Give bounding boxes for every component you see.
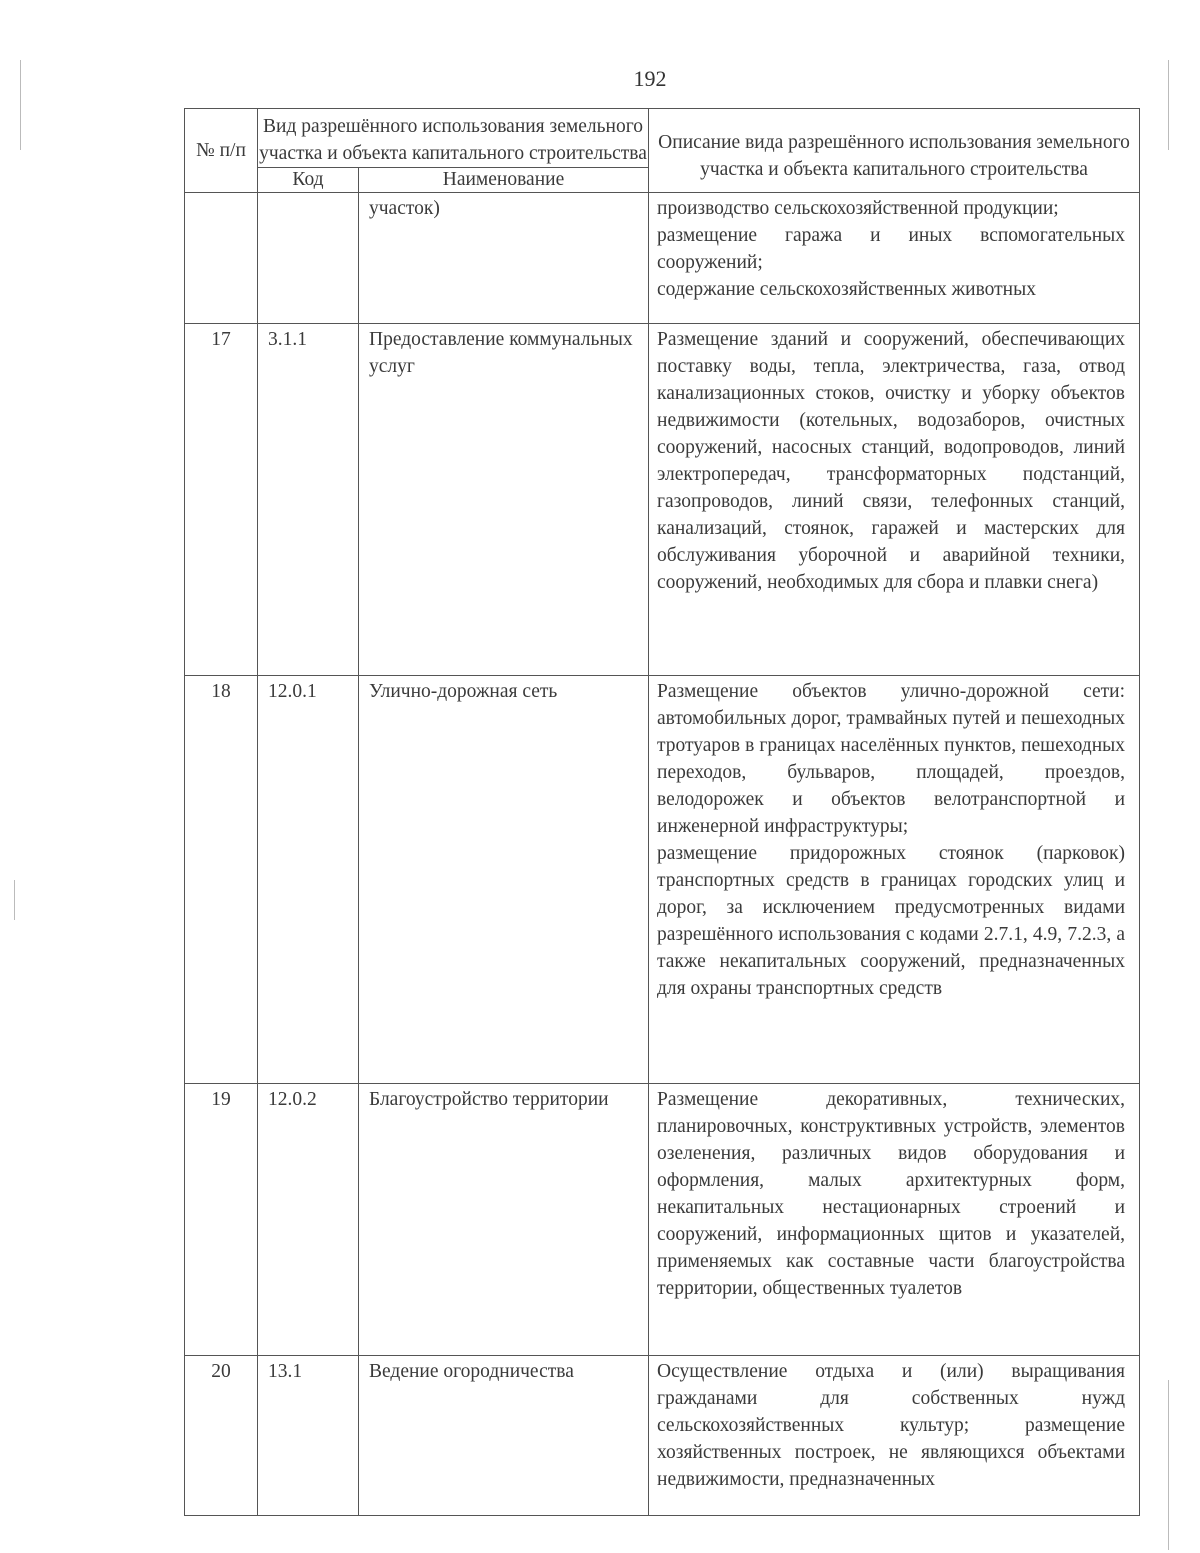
header-description: Описание вида разрешённого использования земельного участка и объекта капитального строительства [649,109,1140,193]
description-paragraph: Размещение декоративных, технических, планировочных, конструктивных устройств, элементов озеленения, различных видов оборудования и оформления, малых архитектурных форм, некапитальных нестационарных строений и сооружений, информационных щитов и указателей, применяемых как составные части благоустройства территории, общественных туалетов [657,1089,1126,1299]
description-paragraph: размещение придорожных стоянок (парковок) транспортных средств в границах городских улиц и дорог, за исключением предусмотренных видами разрешённого использования с кодами 2.7.1, 4.9, 7.2.3, а также некапитальных сооружений, предназначенных для охраны транспортных средств [657,843,1126,999]
row-name: Благоустройство территории [359,1084,649,1356]
table-row [185,193,1140,324]
description-paragraph: размещение гаража и иных вспомогательных сооружений; [657,225,1126,273]
row-code: 12.0.1 [258,676,359,1084]
header-code: Код [258,168,359,193]
description-paragraph: Осуществление отдыха и (или) выращивания гражданами для собственных нужд сельскохозяйственных культур; размещение хозяйственных построек, не являющихся объектами недвижимости, предназначенных [657,1361,1126,1490]
row-description [649,676,1140,1084]
header-use-type: Вид разрешённого использования земельного участка и объекта капитального строительства [258,109,649,168]
row-name: Ведение огородничества [359,1356,649,1516]
row-number: 17 [185,324,258,676]
row-code: 12.0.2 [258,1084,359,1356]
description-paragraph: Размещение зданий и сооружений, обеспечивающих поставку воды, тепла, электричества, газа, отвод канализационных стоков, очистку и уборку объектов недвижимости (котельных, водозаборов, очистных сооружений, насосных станций, водопроводов, линий электропередач, трансформаторных подстанций, газопроводов, линий связи, телефонных станций, канализаций, стоянок, гаражей и мастерских для обслуживания уборочной и аварийной техники, сооружений, необходимых для сбора и плавки снега) [657,329,1126,593]
description-paragraph: производство сельскохозяйственной продукции; [657,198,1059,219]
row-name: Предоставление коммунальных услуг [359,324,649,676]
header-number: № п/п [185,109,258,193]
row-number: 18 [185,676,258,1084]
scan-edge-mark-left-2 [14,880,15,920]
row-description [649,193,1140,324]
description-paragraph: содержание сельскохозяйственных животных [657,279,1036,300]
table-row [185,1356,1140,1516]
description-paragraph: Размещение объектов улично-дорожной сети: автомобильных дорог, трамвайных путей и пешеходных тротуаров в границах населённых пунктов, пешеходных переходов, бульваров, площадей, проездов, велодорожек и объектов велотранспортной и инженерной инфраструктуры; [657,681,1126,837]
row-number [185,193,258,324]
table-header-row [185,109,1140,168]
row-number: 19 [185,1084,258,1356]
row-description [649,1084,1140,1356]
land-use-table [184,108,1140,1516]
row-description [649,1356,1140,1516]
row-code: 13.1 [258,1356,359,1516]
row-name: Улично-дорожная сеть [359,676,649,1084]
page-number: 192 [633,66,667,91]
table-row [185,324,1140,676]
table-row [185,1084,1140,1356]
row-name: участок) [359,193,649,324]
row-code: 3.1.1 [258,324,359,676]
row-code [258,193,359,324]
header-name: Наименование [359,168,649,193]
row-description [649,324,1140,676]
scan-edge-mark-right-2 [1168,1380,1169,1550]
row-number: 20 [185,1356,258,1516]
table-row [185,676,1140,1084]
